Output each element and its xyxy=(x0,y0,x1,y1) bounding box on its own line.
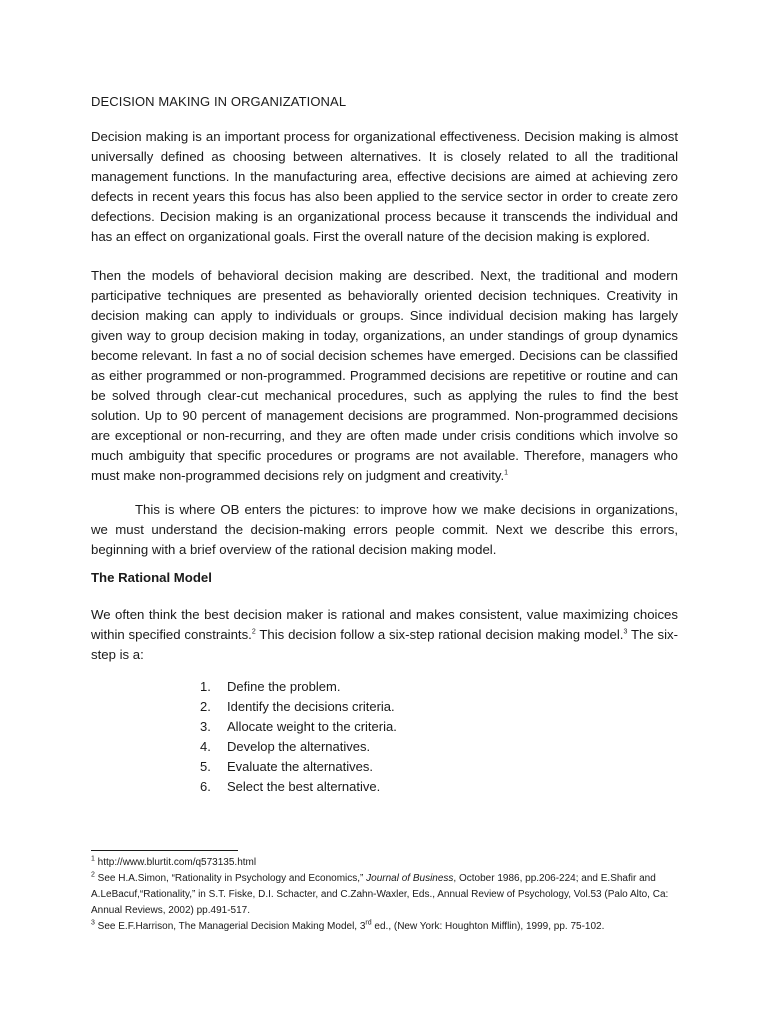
footnote-link[interactable]: http://www.blurtit.com/q573135.html xyxy=(94,857,257,868)
list-item-text: Select the best alternative. xyxy=(227,779,381,794)
steps-list xyxy=(200,677,397,797)
paragraph-2 xyxy=(91,266,678,486)
paragraph-2-text: Then the models of behavioral decision making are described. Next, the traditional and modern participative techniques are presented as behaviorally oriented decision techniques. Creativity in decision making can apply to individuals or groups. Since individual decision making has largely given way to group decision making in today, organizations, an under standings of group dynamics become relevant. In fast a no of social decision schemes have emerged. Decisions can be classified as either programmed or non-programmed. Programmed decisions are repetitive or routine and can be solved through clear-cut mechanical procedures, such as applying the rules to find the best solution. Up to 90 percent of management decisions are programmed. Non-programmed decisions are exceptional or non-recurring, and they are often made under crisis conditions which involve so much ambiguity that specific procedures or programs are not available. Therefore, managers who must make non-programmed decisions rely on judgment and creativity. xyxy=(91,268,678,483)
footnote-text: See E.F.Harrison, The Managerial Decision Making Model, 3 xyxy=(94,921,366,932)
list-item-text: Define the problem. xyxy=(227,679,341,694)
footnote-mark: 3 xyxy=(91,919,95,927)
paragraph-4-text-a: We often think the best decision maker is rational and makes consistent, value maximizing choices within specified constraints. xyxy=(91,607,678,642)
paragraph-1-text: Decision making is an important process for organizational effectiveness. Decision making is almost universally defined as choosing between alternatives. It is closely related to all the traditional management functions. In the manufacturing area, effective decisions are aimed at achieving zero defects in recent years this focus has also been applied to the service sector in order to create zero defections. Decision making is an organizational process because it transcends the individual and has an effect on organizational goals. First the overall nature of the decision making is explored. xyxy=(91,129,678,244)
footnote-ref-1[interactable]: 1 xyxy=(504,469,509,477)
footnote-ordinal: rd xyxy=(365,919,372,927)
document-title: DECISION MAKING IN ORGANIZATIONAL xyxy=(91,94,347,109)
footnote-divider xyxy=(91,850,238,851)
list-item-number: 5. xyxy=(200,759,211,774)
list-item-number: 1. xyxy=(200,679,211,694)
footnotes xyxy=(91,855,681,935)
footnote-1 xyxy=(91,855,681,871)
list-item xyxy=(200,697,397,717)
paragraph-4-text-c: The six-step is a: xyxy=(91,627,679,662)
footnote-ref-3[interactable]: 3 xyxy=(623,628,628,636)
list-item-text: Evaluate the alternatives. xyxy=(227,759,373,774)
list-item-number: 3. xyxy=(200,719,211,734)
footnote-text: ed., (New York: Houghton Mifflin), 1999, pp. 75-102. xyxy=(371,921,605,932)
list-item xyxy=(200,737,397,757)
list-item xyxy=(200,777,397,797)
list-item xyxy=(200,677,397,697)
paragraph-3-text: This is where OB enters the pictures: to improve how we make decisions in organizations, we must understand the decision-making errors people commit. Next we describe this errors, beginning with a brief overview of the rational decision making model. xyxy=(91,502,678,557)
footnote-text: See H.A.Simon, “Rationality in Psychology and Economics,” xyxy=(94,873,367,884)
footnote-ref-2[interactable]: 2 xyxy=(251,628,256,636)
list-item-text: Allocate weight to the criteria. xyxy=(227,719,397,734)
list-item-number: 6. xyxy=(200,779,211,794)
list-item-text: Identify the decisions criteria. xyxy=(227,699,395,714)
list-item xyxy=(200,717,397,737)
list-item xyxy=(200,757,397,777)
paragraph-3 xyxy=(91,500,678,560)
footnote-mark: 1 xyxy=(91,855,95,863)
footnote-mark: 2 xyxy=(91,871,95,879)
paragraph-4 xyxy=(91,605,678,665)
footnote-journal: Journal of Business xyxy=(366,873,454,884)
section-heading: The Rational Model xyxy=(91,570,212,585)
footnote-text: , October 1986, pp.206-224; and E.Shafir and A.LeBacuf,“Rationality,” in S.T. Fiske, D.I. Schacter, and C.Zahn-Waxler, Eds., Annual Review of Psychology, Vol.53 (Palo Alto, Ca: Annual Reviews, 2002) pp.491-517. xyxy=(91,873,669,916)
footnote-2 xyxy=(91,871,681,919)
list-item-text: Develop the alternatives. xyxy=(227,739,371,754)
paragraph-1 xyxy=(91,127,678,247)
list-item-number: 4. xyxy=(200,739,211,754)
paragraph-4-text-b: This decision follow a six-step rational decision making model. xyxy=(255,627,624,642)
footnote-3 xyxy=(91,919,681,935)
list-item-number: 2. xyxy=(200,699,211,714)
